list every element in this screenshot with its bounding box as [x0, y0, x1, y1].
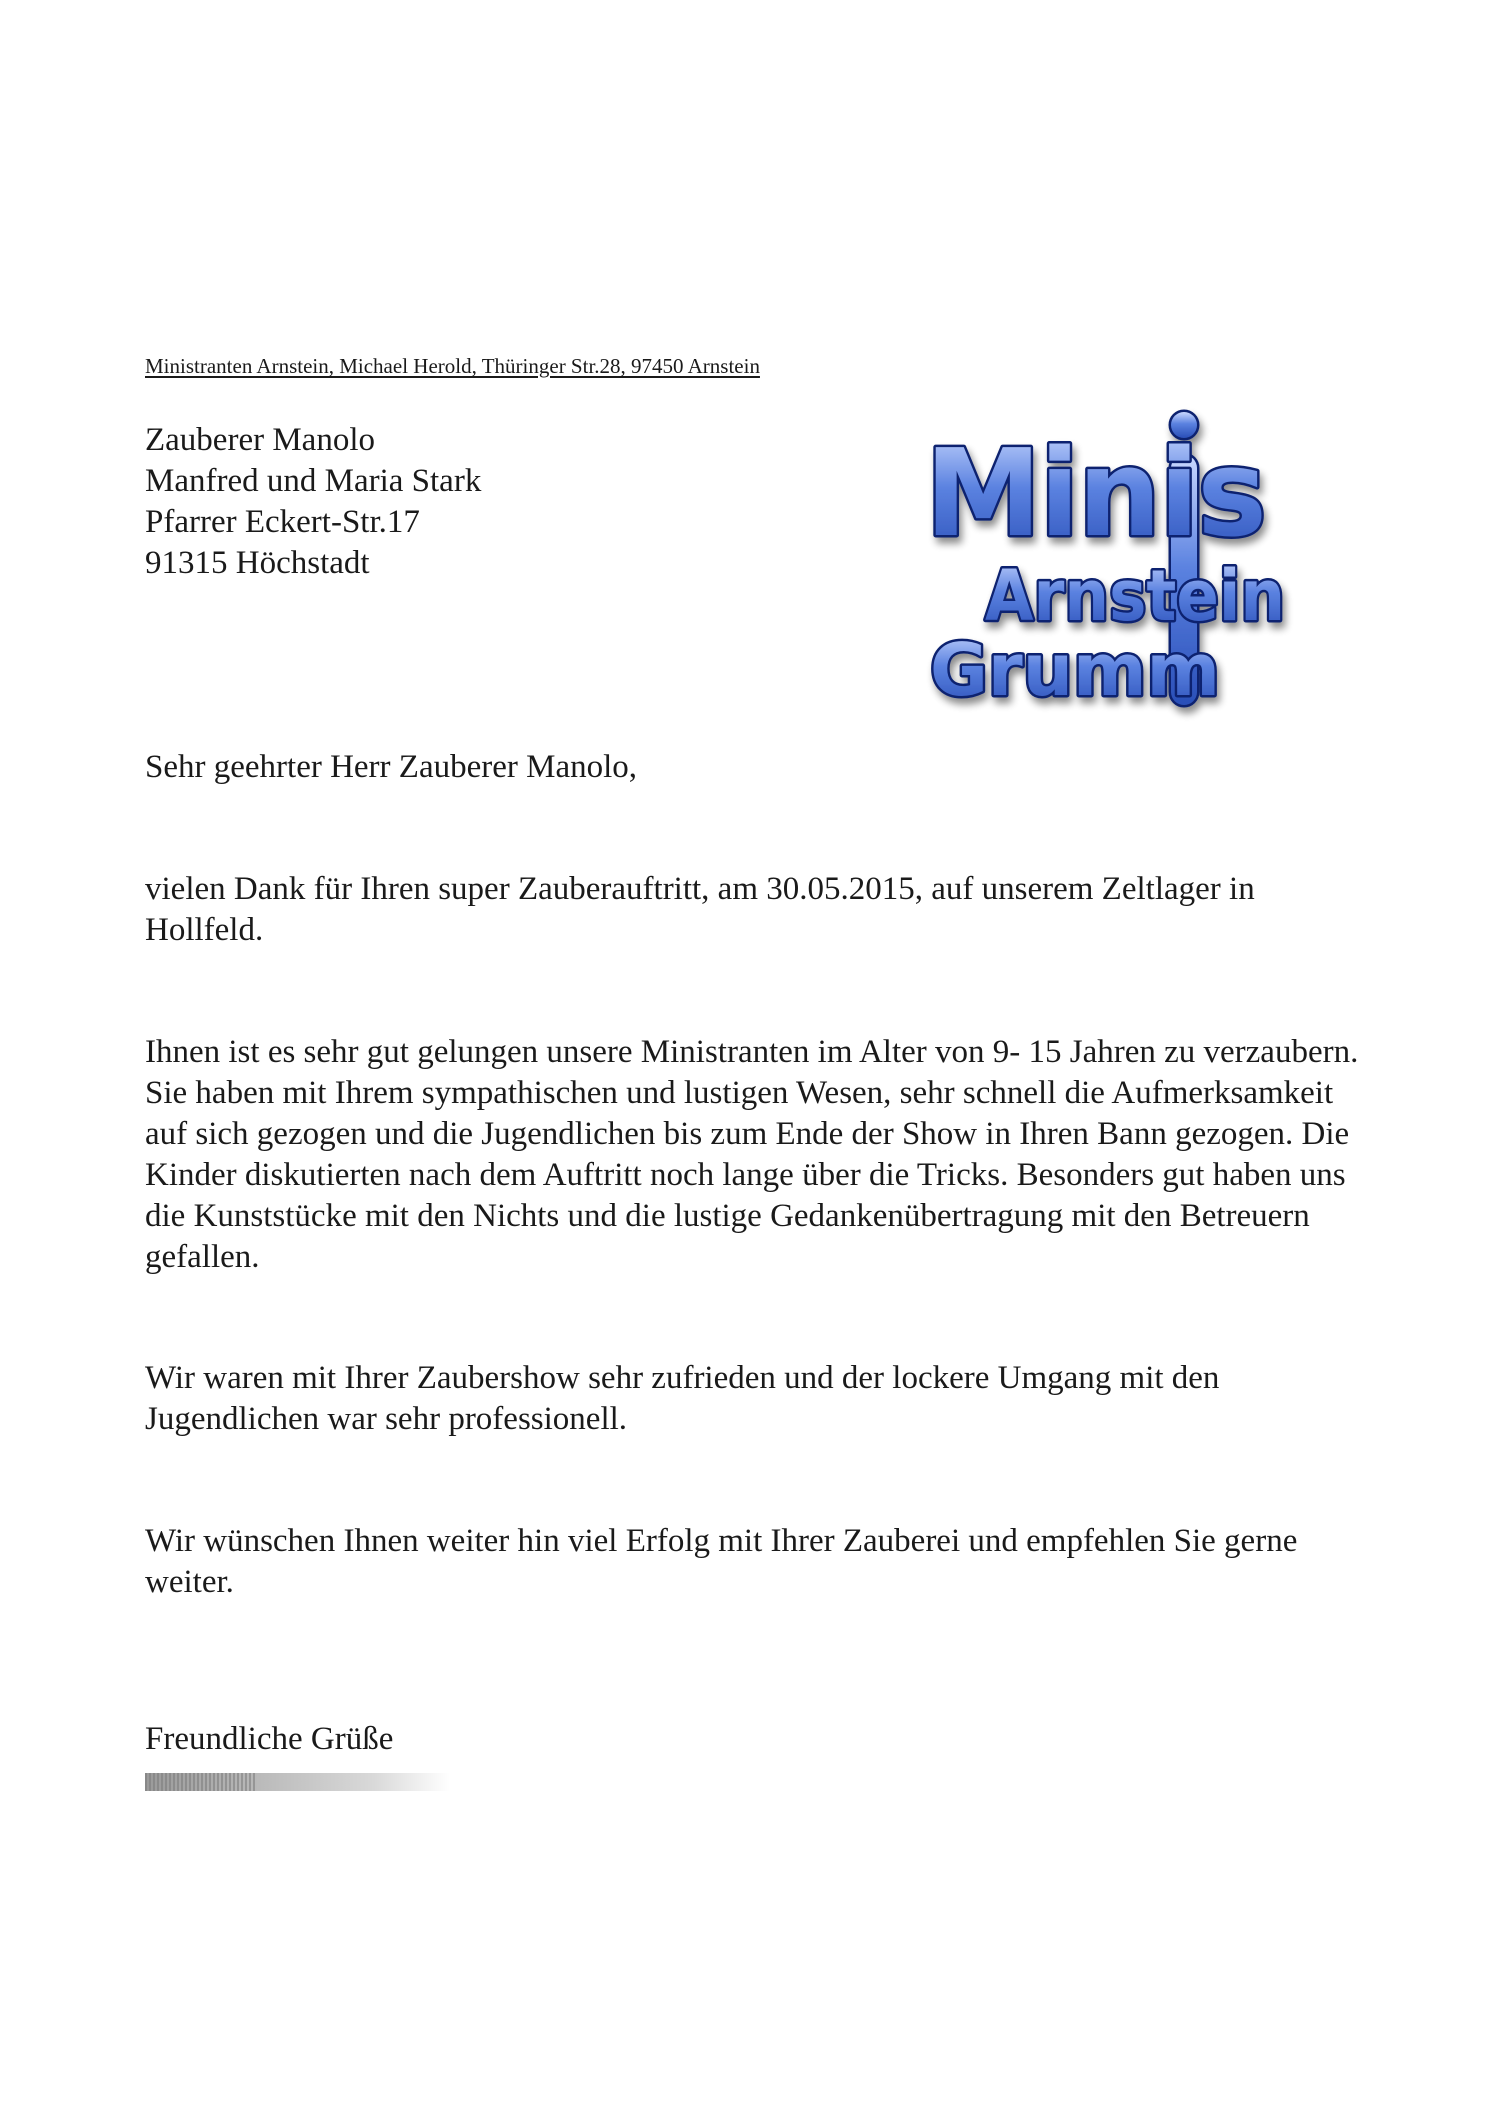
recipient-line-street: Pfarrer Eckert-Str.17 [145, 504, 420, 540]
body-paragraph-performance: Ihnen ist es sehr gut gelungen unsere Ministranten im Alter von 9- 15 Jahren zu verzaubern. Sie haben mit Ihrem sympathischen und lustigen Wesen, sehr schnell die Aufmerksamkeit auf sich gezogen und die Jugendlichen bis zum Ende der Show in Ihren Bann gezogen. Die Kinder diskutierten nach dem Auftritt noch lange über die Tricks. Besonders gut haben uns die Kunststücke mit den Nichts und die lustige Gedankenübertragung mit den Betreuern gefallen. [145, 1034, 1359, 1275]
closing-greeting: Freundliche Grüße [145, 1721, 394, 1757]
recipient-line-city: 91315 Höchstadt [145, 545, 370, 581]
signature-graphic [145, 1769, 450, 1795]
body-paragraph-satisfaction: Wir waren mit Ihrer Zaubershow sehr zufrieden und der lockere Umgang mit den Jugendlichen war sehr professionell. [145, 1360, 1220, 1437]
recipient-line-persons: Manfred und Maria Stark [145, 463, 482, 499]
sender-address-line: Ministranten Arnstein, Michael Herold, Thüringer Str.28, 97450 Arnstein [145, 354, 760, 378]
recipient-address-block [145, 420, 481, 584]
minis-arnstein-grumm-logo [915, 395, 1295, 730]
body-paragraph-wishes: Wir wünschen Ihnen weiter hin viel Erfolg mit Ihrer Zauberei und empfehlen Sie gerne weiter. [145, 1523, 1298, 1600]
logo-line-minis: Minis [925, 425, 1265, 564]
salutation: Sehr geehrter Herr Zauberer Manolo, [145, 749, 638, 785]
logo-line-grumm: Grumm [930, 628, 1220, 712]
logo-line-arnstein: Arnstein [985, 555, 1285, 637]
body-paragraph-thanks: vielen Dank für Ihren super Zauberauftritt, am 30.05.2015, auf unserem Zeltlager in Hollfeld. [145, 871, 1255, 948]
recipient-line-name: Zauberer Manolo [145, 422, 375, 458]
